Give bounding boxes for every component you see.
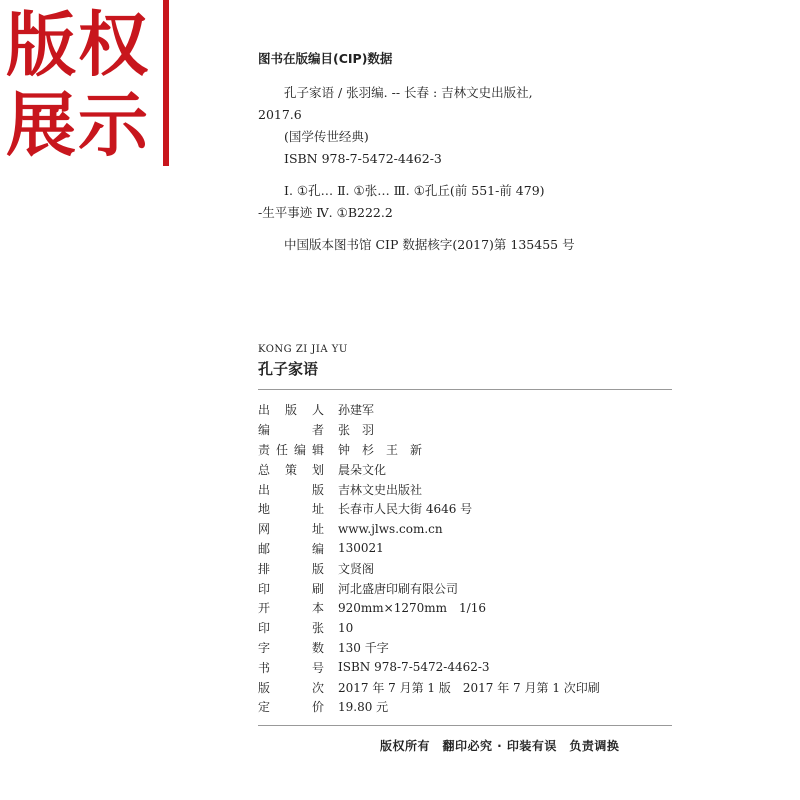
info-row [258,638,600,658]
info-label [258,698,324,715]
info-value: 130 千字 [338,640,389,655]
info-label-char: 号 [311,660,324,675]
info-label-char: 网 [258,522,271,537]
info-value: 河北盛唐印刷有限公司 [338,581,459,596]
info-value: 长春市人民大街 4646 号 [338,502,473,517]
info-label [258,500,324,517]
info-label [258,540,324,557]
red-divider-bar [163,0,169,166]
info-value: 2017 年 7 月第 1 版 2017 年 7 月第 1 次印刷 [338,680,600,695]
info-value: ISBN 978-7-5472-4462-3 [338,660,490,675]
info-row [258,657,600,677]
info-label-char: 策 [284,462,297,477]
info-row [258,598,600,618]
info-label [258,421,324,438]
info-label-char: 定 [258,700,271,715]
info-label-char: 排 [258,561,271,576]
info-label-char: 版 [284,403,297,418]
info-value: 钟 杉 王 新 [338,442,423,457]
info-row [258,479,600,499]
copyright-notice: 版权所有 翻印必究 · 印装有误 负责调换 [380,739,620,753]
info-value: 10 [338,620,354,635]
cip-title: 图书在版编目(CIP)数据 [258,51,393,66]
copyright-display-stamp [6,6,150,166]
info-label-char: 版 [311,482,324,497]
info-row [258,400,600,420]
info-label-char: 次 [311,680,324,695]
info-label-char: 数 [311,640,324,655]
cip-line: ISBN 978-7-5472-4462-3 [284,151,442,166]
info-row [258,499,600,519]
info-value: www.jlws.com.cn [338,521,443,536]
info-label-char: 辑 [311,442,324,457]
info-label-char: 人 [311,403,324,418]
book-title-pinyin: KONG ZI JIA YU [258,344,348,355]
stamp-line-2: 展示 [6,84,150,166]
info-label [258,619,324,636]
info-label-char: 版 [311,561,324,576]
info-label-char: 任 [275,442,288,457]
info-label-char: 刷 [311,581,324,596]
info-value: 文贤阁 [338,561,375,576]
info-value: 吉林文史出版社 [338,482,423,497]
info-label-char: 者 [311,423,324,438]
info-row [258,697,600,717]
info-value: 920mm×1270mm 1/16 [338,601,486,616]
info-label-char: 书 [258,660,271,675]
info-label [258,441,324,458]
cip-line: 孔子家语 / 张羽编. -- 长春 : 吉林文史出版社, [284,85,533,100]
book-title: 孔子家语 [258,360,319,378]
info-value: 张 羽 [338,423,375,438]
info-label-char: 编 [311,541,324,556]
info-row [258,539,600,559]
cip-line: Ⅰ. ①孔… Ⅱ. ①张… Ⅲ. ①孔丘(前 551-前 479) [284,183,545,198]
info-label [258,481,324,498]
info-label-char: 开 [258,601,271,616]
info-row [258,578,600,598]
info-label-char: 印 [258,621,271,636]
info-label-char: 张 [311,621,324,636]
info-row [258,618,600,638]
info-label-char: 邮 [258,541,271,556]
info-label-char: 编 [258,423,271,438]
info-label-char: 编 [293,442,306,457]
info-row [258,440,600,460]
info-row [258,677,600,697]
info-label-char: 址 [311,522,324,537]
info-row [258,420,600,440]
info-value: 130021 [338,541,384,556]
info-label-char: 出 [258,403,271,418]
info-value: 孙建军 [338,403,375,418]
cip-line: 中国版本图书馆 CIP 数据核字(2017)第 135455 号 [284,237,575,252]
info-label-char: 字 [258,640,271,655]
cip-block [258,48,678,256]
cip-line: 2017.6 [258,107,302,122]
info-label-char: 划 [311,462,324,477]
info-label-char: 本 [311,601,324,616]
info-label [258,520,324,537]
info-label-char: 地 [258,502,271,517]
info-label-char: 印 [258,581,271,596]
info-label [258,560,324,577]
info-value: 19.80 元 [338,700,389,715]
bottom-rule [258,725,672,726]
info-label-char: 址 [311,502,324,517]
info-label [258,461,324,478]
info-label-char: 版 [258,680,271,695]
info-label-char: 价 [311,700,324,715]
stamp-line-1: 版权 [6,4,150,86]
top-rule [258,389,672,390]
cip-line: (国学传世经典) [284,129,369,144]
info-row [258,558,600,578]
info-label-char: 责 [258,442,271,457]
info-label [258,401,324,418]
info-label [258,679,324,696]
info-label [258,580,324,597]
info-row [258,519,600,539]
info-label-char: 总 [258,462,271,477]
publication-info-table [258,400,600,717]
info-label-char: 出 [258,482,271,497]
info-label [258,659,324,676]
cip-line: -生平事迹 Ⅳ. ①B222.2 [258,205,393,220]
info-value: 晨朵文化 [338,462,387,477]
info-row [258,459,600,479]
info-label [258,639,324,656]
info-label [258,599,324,616]
